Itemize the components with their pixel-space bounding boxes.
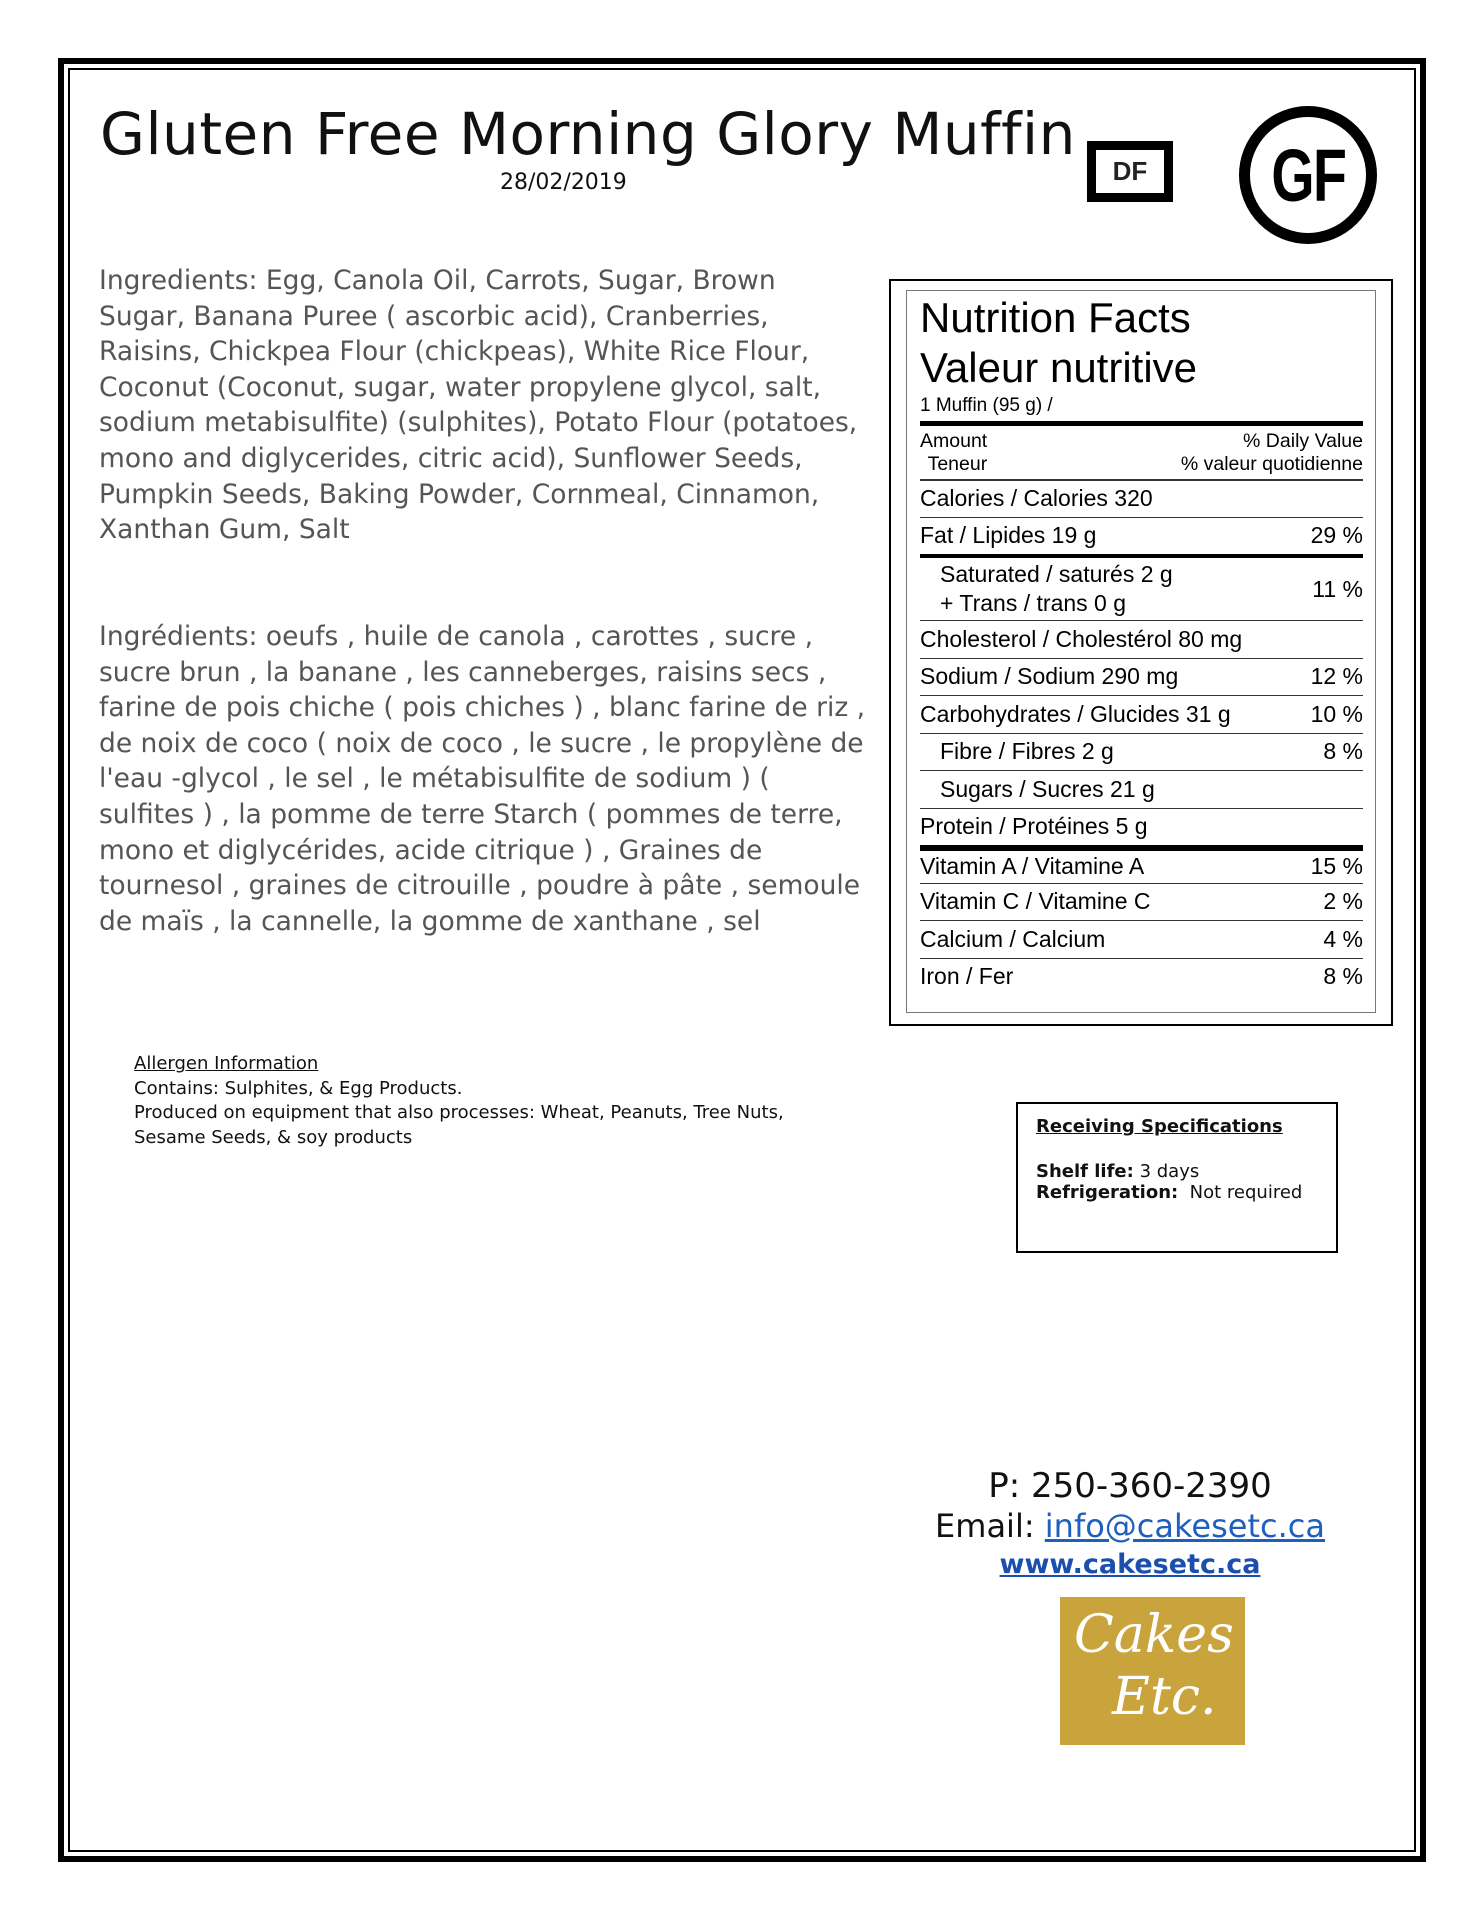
vitamin-c-label: Vitamin C / Vitamine C	[920, 888, 1151, 915]
valeur-quotidienne-label: % valeur quotidienne	[1180, 453, 1363, 475]
saturated-dv: 11 %	[1312, 575, 1363, 602]
website-line	[900, 1549, 1360, 1580]
allergen-equipment: Produced on equipment that also processes: Wheat, Peanuts, Tree Nuts, Sesame Seeds, & soy products	[134, 1102, 784, 1148]
fibre-dv: 8 %	[1323, 738, 1363, 765]
allergen-contains: Contains: Sulphites, & Egg Products.	[134, 1077, 463, 1099]
fat-dv: 29 %	[1310, 522, 1363, 549]
vitamin-a-dv: 15 %	[1310, 853, 1363, 880]
fibre-label: Fibre / Fibres 2 g	[940, 738, 1114, 765]
allergen-information	[134, 1052, 854, 1150]
calcium-label: Calcium / Calcium	[920, 925, 1106, 952]
row-sugars	[920, 770, 1363, 808]
email-link[interactable]: info@cakesetc.ca	[1044, 1507, 1325, 1545]
calcium-dv: 4 %	[1323, 925, 1363, 952]
row-vitamin-a	[920, 845, 1363, 883]
fat-label: Fat / Lipides 19 g	[920, 522, 1097, 549]
dairy-free-badge-icon: DF	[1087, 141, 1173, 202]
amount-label: Amount	[920, 430, 988, 452]
row-calcium	[920, 920, 1363, 958]
logo-line1: Cakes	[1074, 1605, 1234, 1665]
gluten-free-badge-icon	[1239, 106, 1377, 244]
nutrition-title-fr: Valeur nutritive	[920, 344, 1198, 391]
shelf-life-value: 3 days	[1139, 1161, 1200, 1182]
sodium-dv: 12 %	[1310, 663, 1363, 690]
nutrition-title-en: Nutrition Facts	[920, 294, 1191, 341]
vitamin-a-label: Vitamin A / Vitamine A	[920, 853, 1145, 880]
row-sodium	[920, 658, 1363, 696]
iron-dv: 8 %	[1323, 963, 1363, 990]
row-fibre	[920, 733, 1363, 771]
sodium-label: Sodium / Sodium 290 mg	[920, 663, 1179, 690]
refrigeration-label: Refrigeration:	[1036, 1182, 1179, 1203]
row-iron	[920, 958, 1363, 996]
phone-number: P: 250-360-2390	[988, 1466, 1272, 1506]
iron-label: Iron / Fer	[920, 963, 1014, 990]
calories-label: Calories / Calories 320	[920, 485, 1153, 512]
logo-line2: Etc.	[1112, 1667, 1217, 1727]
row-vitamin-c	[920, 883, 1363, 921]
refrigeration-value: Not required	[1189, 1182, 1303, 1203]
cakes-etc-logo	[1060, 1597, 1245, 1745]
cholesterol-label: Cholesterol / Cholestérol 80 mg	[920, 625, 1243, 652]
daily-value-label: % Daily Value	[1243, 430, 1363, 452]
carbs-dv: 10 %	[1310, 700, 1363, 727]
label-date: 28/02/2019	[500, 170, 627, 195]
email-label: Email:	[935, 1507, 1045, 1545]
ingredients-english: Ingredients: Egg, Canola Oil, Carrots, Sugar, Brown Sugar, Banana Puree ( ascorbic acid), Cranberries, Raisins, Chickpea Flour (chickpeas), White Rice Flour, Coconut (Coconut, sugar, water propylene glycol, salt, sodium metabisulfite) (sulphites), Potato Flour (potatoes, mono and diglycerides, citric acid), Sunflower Seeds, Pumpkin Seeds, Baking Powder, Cornmeal, Cinnamon, Xanthan Gum, Salt	[99, 265, 858, 546]
row-cholesterol	[920, 620, 1363, 658]
nutrition-header	[920, 421, 1363, 479]
shelf-life-label: Shelf life:	[1036, 1161, 1134, 1182]
row-calories	[920, 479, 1363, 517]
nutrition-facts-table	[906, 290, 1376, 1013]
carbs-label: Carbohydrates / Glucides 31 g	[920, 700, 1231, 727]
sugars-label: Sugars / Sucres 21 g	[940, 775, 1155, 802]
serving-size: 1 Muffin (95 g) /	[920, 395, 1053, 416]
email-line	[900, 1507, 1360, 1545]
trans-label: + Trans / trans 0 g	[940, 590, 1127, 616]
allergen-heading: Allergen Information	[134, 1053, 319, 1074]
row-saturated-trans	[920, 554, 1363, 620]
ingredients-french: Ingrédients: oeufs , huile de canola , carottes , sucre , sucre brun , la banane , les canneberges, raisins secs , farine de pois chiche ( pois chiches ) , blanc farine de riz , de noix de coco ( noix de coco , le sucre , le propylène de l'eau -glycol , le sel , le métabisulfite de sodium ) ( sulfites ) , la pomme de terre Starch ( pommes de terre, mono et diglycérides, acide citrique ) , Graines de tournesol , graines de citrouille , poudre à pâte , semoule de maïs , la cannelle, la gomme de xanthane , sel	[99, 621, 866, 937]
row-carbohydrates	[920, 695, 1363, 733]
protein-label: Protein / Protéines 5 g	[920, 813, 1148, 840]
gf-text: GF	[1270, 133, 1346, 217]
saturated-label: Saturated / saturés 2 g	[940, 561, 1173, 587]
specs-heading: Receiving Specifications	[1036, 1116, 1283, 1137]
product-title: Gluten Free Morning Glory Muffin	[100, 100, 1076, 168]
row-fat	[920, 517, 1363, 555]
receiving-specifications	[1016, 1102, 1338, 1253]
teneur-label: Teneur	[927, 453, 988, 475]
row-protein	[920, 808, 1363, 846]
website-link[interactable]: www.cakesetc.ca	[999, 1549, 1261, 1580]
vitamin-c-dv: 2 %	[1323, 888, 1363, 915]
